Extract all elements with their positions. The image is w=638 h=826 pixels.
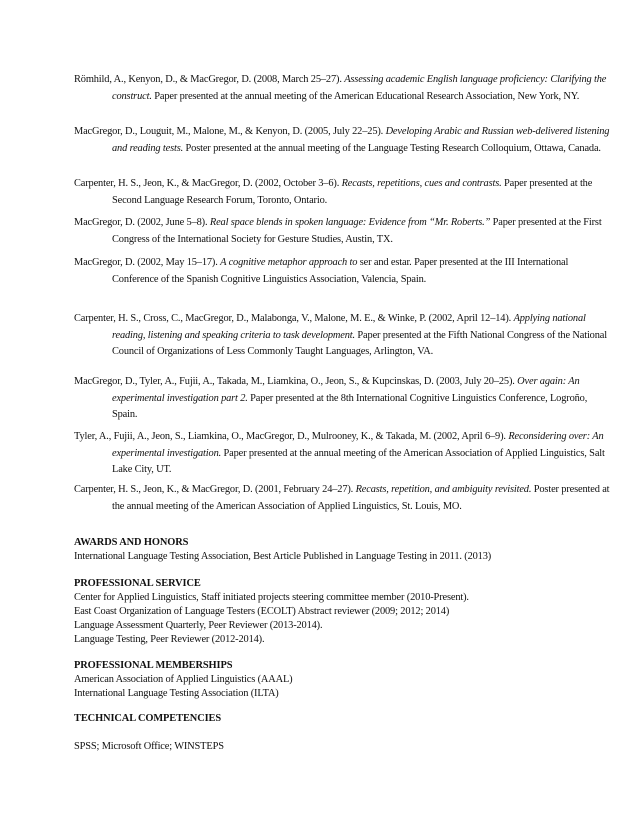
reference-entry [74,72,612,105]
ref-details: ser and estar. Paper presented at the III International Conference of the Spanish Cognitive Linguistics Association, Valencia, Spain. [112,257,569,285]
reference-entry [74,482,612,515]
section-heading-technical: TECHNICAL COMPETENCIES [74,713,222,724]
award-item: International Language Testing Association, Best Article Published in Language Testing in 2011. (2013) [74,551,492,562]
service-item: Center for Applied Linguistics, Staff initiated projects steering committee member (2010-Present). [74,592,469,603]
ref-title: Applying national reading, listening and speaking criteria to task development. [112,313,586,341]
ref-details: Paper presented at the Second Language Research Forum, Toronto, Ontario. [112,178,593,206]
ref-authors: Römhild, A., Kenyon, D., & MacGregor, D. (2008, March 25–27). [74,74,345,85]
ref-authors: MacGregor, D. (2002, June 5–8). [74,217,210,228]
membership-item: American Association of Applied Linguistics (AAAL) [74,674,293,685]
service-item: Language Testing, Peer Reviewer (2012-2014). [74,634,265,645]
ref-title: Recasts, repetitions, cues and contrasts. [341,178,502,189]
ref-title: Assessing academic English language proficiency: Clarifying the construct. [112,74,607,102]
reference-entry [74,374,612,424]
ref-title: Developing Arabic and Russian web-delivered listening and reading tests. [112,126,610,154]
ref-authors: MacGregor, D., Louguit, M., Malone, M., & Kenyon, D. (2005, July 22–25). [74,126,386,137]
service-item: East Coast Organization of Language Testers (ECOLT) Abstract reviewer (2009; 2012; 2014) [74,606,450,617]
ref-details: Poster presented at the annual meeting of the American Association of Applied Linguistics, St. Louis, MO. [112,484,610,512]
ref-title: Reconsidering over: An experimental investigation. [112,431,604,459]
ref-authors: Carpenter, H. S., Jeon, K., & MacGregor, D. (2001, February 24–27). [74,484,356,495]
ref-authors: Carpenter, H. S., Jeon, K., & MacGregor, D. (2002, October 3–6). [74,178,342,189]
ref-details: Paper presented at the First Congress of the International Society for Gesture Studies, Austin, TX. [112,217,602,245]
ref-authors: MacGregor, D. (2002, May 15–17). [74,257,221,268]
reference-entry [74,215,612,248]
section-heading-service: PROFESSIONAL SERVICE [74,578,201,589]
ref-details: Poster presented at the annual meeting of the Language Testing Research Colloquium, Ottawa, Canada. [183,142,601,154]
reference-entry [74,124,612,157]
ref-title: Recasts, repetition, and ambiguity revisited. [355,484,532,495]
reference-entry [74,176,612,209]
ref-details: Paper presented at the Fifth National Congress of the National Council of Organizations of Less Commonly Taught Languages, Arlington, VA. [112,329,607,357]
section-heading-awards: AWARDS AND HONORS [74,537,189,548]
reference-entry [74,311,612,361]
ref-authors: Carpenter, H. S., Cross, C., MacGregor, D., Malabonga, V., Malone, M. E., & Winke, P. (2002, April 12–14). [74,313,514,324]
ref-title: Real space blends in spoken language: Evidence from “Mr. Roberts.” [209,217,491,228]
ref-details: Paper presented at the annual meeting of the American Educational Research Association, New York, NY. [151,90,580,102]
ref-title: A cognitive metaphor approach to [220,257,358,268]
section-heading-memberships: PROFESSIONAL MEMBERSHIPS [74,660,233,671]
service-item: Language Assessment Quarterly, Peer Reviewer (2013-2014). [74,620,323,631]
ref-details: Paper presented at the 8th International Cognitive Linguistics Conference, Logroño, Spain. [112,392,588,420]
technical-item: SPSS; Microsoft Office; WINSTEPS [74,741,224,752]
ref-authors: Tyler, A., Fujii, A., Jeon, S., Liamkina, O., MacGregor, D., Mulrooney, K., & Takada, M. (2002, April 6–9). [74,431,509,442]
reference-entry [74,255,612,288]
ref-authors: MacGregor, D., Tyler, A., Fujii, A., Takada, M., Liamkina, O., Jeon, S., & Kupcinskas, D. (2003, July 20–25). [74,376,518,387]
ref-details: Paper presented at the annual meeting of the American Association of Applied Linguistics, Salt Lake City, UT. [112,447,605,475]
membership-item: International Language Testing Association (ILTA) [74,688,279,699]
ref-title: Over again: An experimental investigation part 2. [112,376,580,404]
reference-entry [74,429,612,479]
